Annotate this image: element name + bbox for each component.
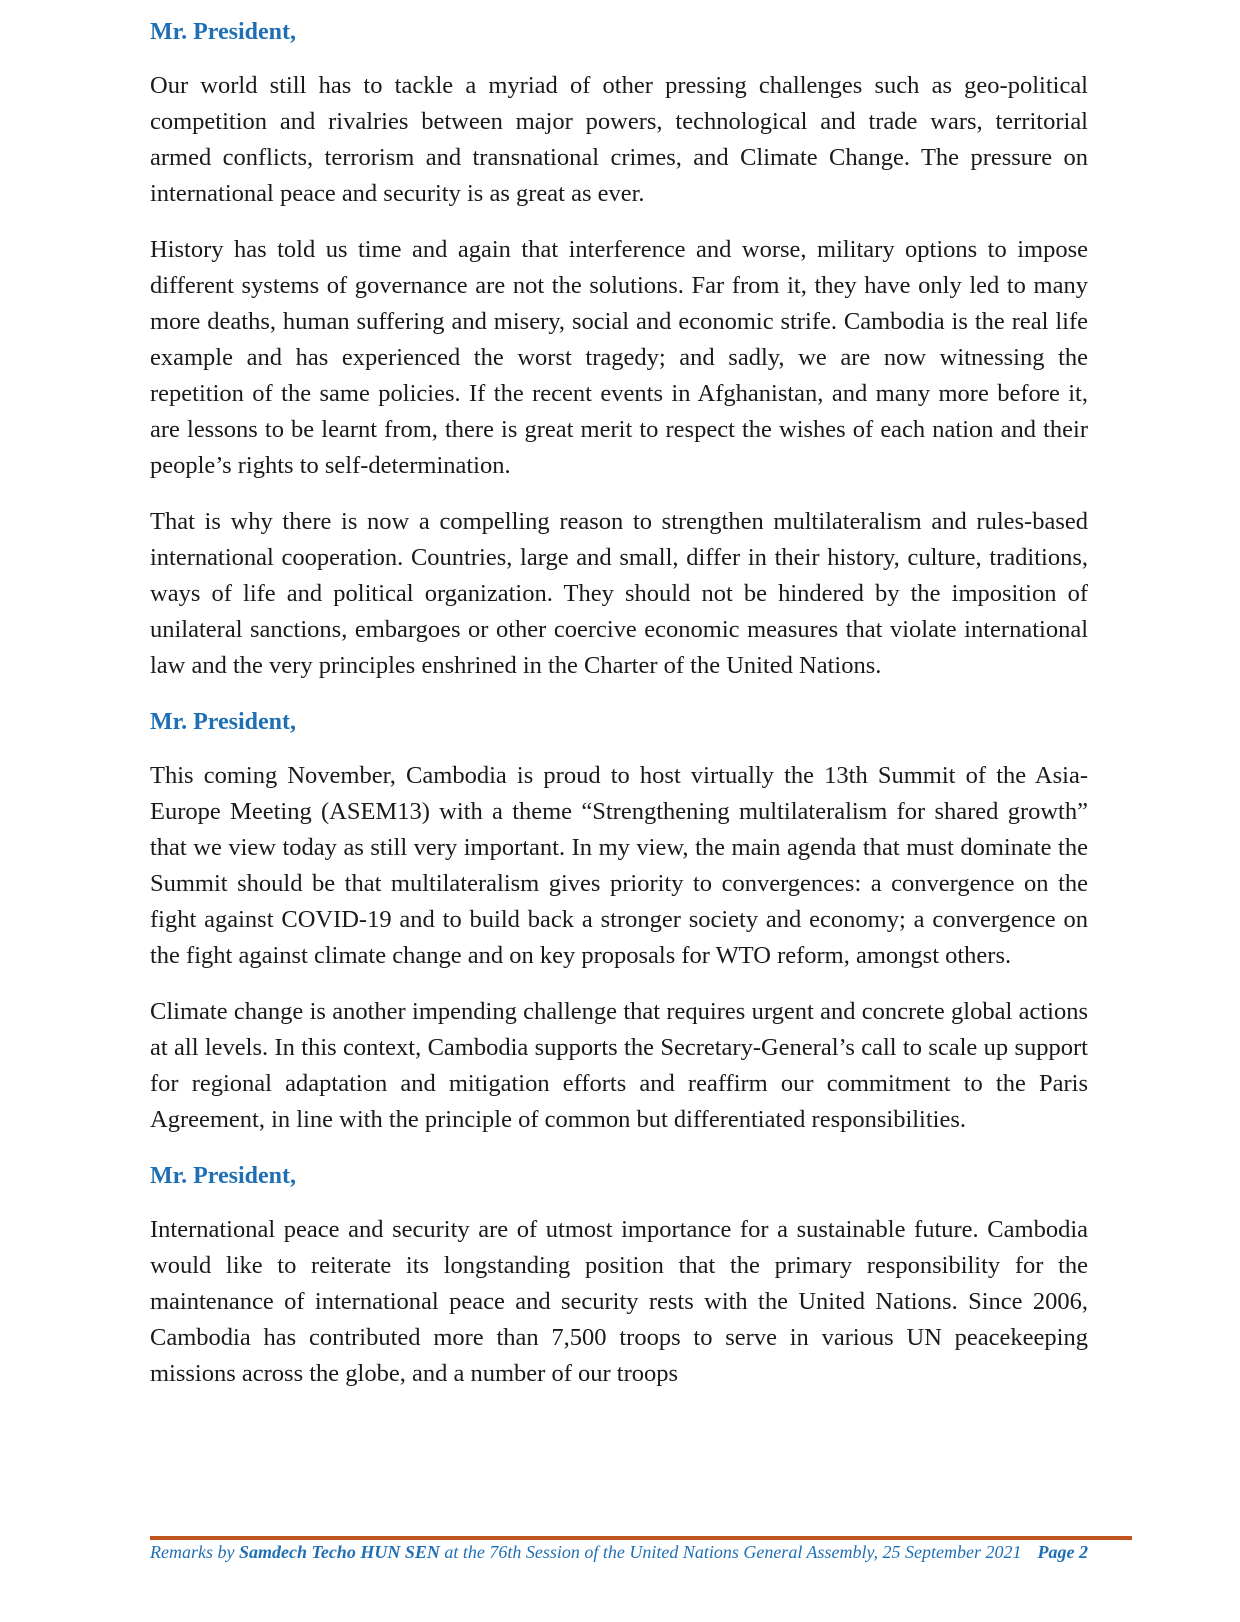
footer-speaker: Samdech Techo HUN SEN <box>238 1542 440 1562</box>
paragraph: Our world still has to tackle a myriad of other pressing challenges such as geo-political competition and rivalries between major powers, technological and trade wars, territorial armed conflicts, terrorism and transnational crimes, and Climate Change. The pressure on international peace and security is as great as ever. <box>150 72 1088 207</box>
salutation-heading: Mr. President, <box>150 709 296 735</box>
page-number: Page 2 <box>1037 1542 1088 1562</box>
paragraph: History has told us time and again that interference and worse, military options to impose different systems of governance are not the solutions. Far from it, they have only led to many more deaths, human suffering and misery, social and economic strife. Cambodia is the real life example and has experienced the worst tragedy; and sadly, we are now witnessing the repetition of the same policies. If the recent events in Afghanistan, and many more before it, are lessons to be learnt from, there is great merit to respect the wishes of each nation and their people’s rights to self-determination. <box>150 236 1088 479</box>
paragraph: That is why there is now a compelling reason to strengthen multilateralism and rules-based international cooperation. Countries, large and small, differ in their history, culture, traditions, ways of life and political organization. They should not be hindered by the imposition of unilateral sanctions, embargoes or other coercive economic measures that violate international law and the very principles enshrined in the Charter of the United Nations. <box>150 508 1088 679</box>
salutation-heading: Mr. President, <box>150 1163 296 1189</box>
footer-prefix: Remarks by <box>150 1542 239 1562</box>
paragraph: This coming November, Cambodia is proud to host virtually the 13th Summit of the Asia-Europe Meeting (ASEM13) with a theme “Strengthening multilateralism for shared growth” that we view today as still very important. In my view, the main agenda that must dominate the Summit should be that multilateralism gives priority to convergences: a convergence on the fight against COVID-19 and to build back a stronger society and economy; a convergence on the fight against climate change and on key proposals for WTO reform, amongst others. <box>150 762 1088 969</box>
document-page <box>150 14 1088 1412</box>
salutation-heading: Mr. President, <box>150 19 296 45</box>
footer-divider <box>150 1536 1132 1540</box>
footer-caption <box>150 1542 1021 1563</box>
footer-suffix: at the 76th Session of the United Nations General Assembly, 25 September 2021 <box>439 1542 1022 1562</box>
paragraph: International peace and security are of utmost importance for a sustainable future. Cambodia would like to reiterate its longstanding position that the primary responsibility for the maintenance of international peace and security rests with the United Nations. Since 2006, Cambodia has contributed more than 7,500 troops to serve in various UN peacekeeping missions across the globe, and a number of our troops <box>150 1216 1088 1387</box>
page-footer <box>150 1542 1088 1563</box>
paragraph: Climate change is another impending challenge that requires urgent and concrete global actions at all levels. In this context, Cambodia supports the Secretary-General’s call to scale up support for regional adaptation and mitigation efforts and reaffirm our commitment to the Paris Agreement, in line with the principle of common but differentiated responsibilities. <box>150 998 1088 1133</box>
